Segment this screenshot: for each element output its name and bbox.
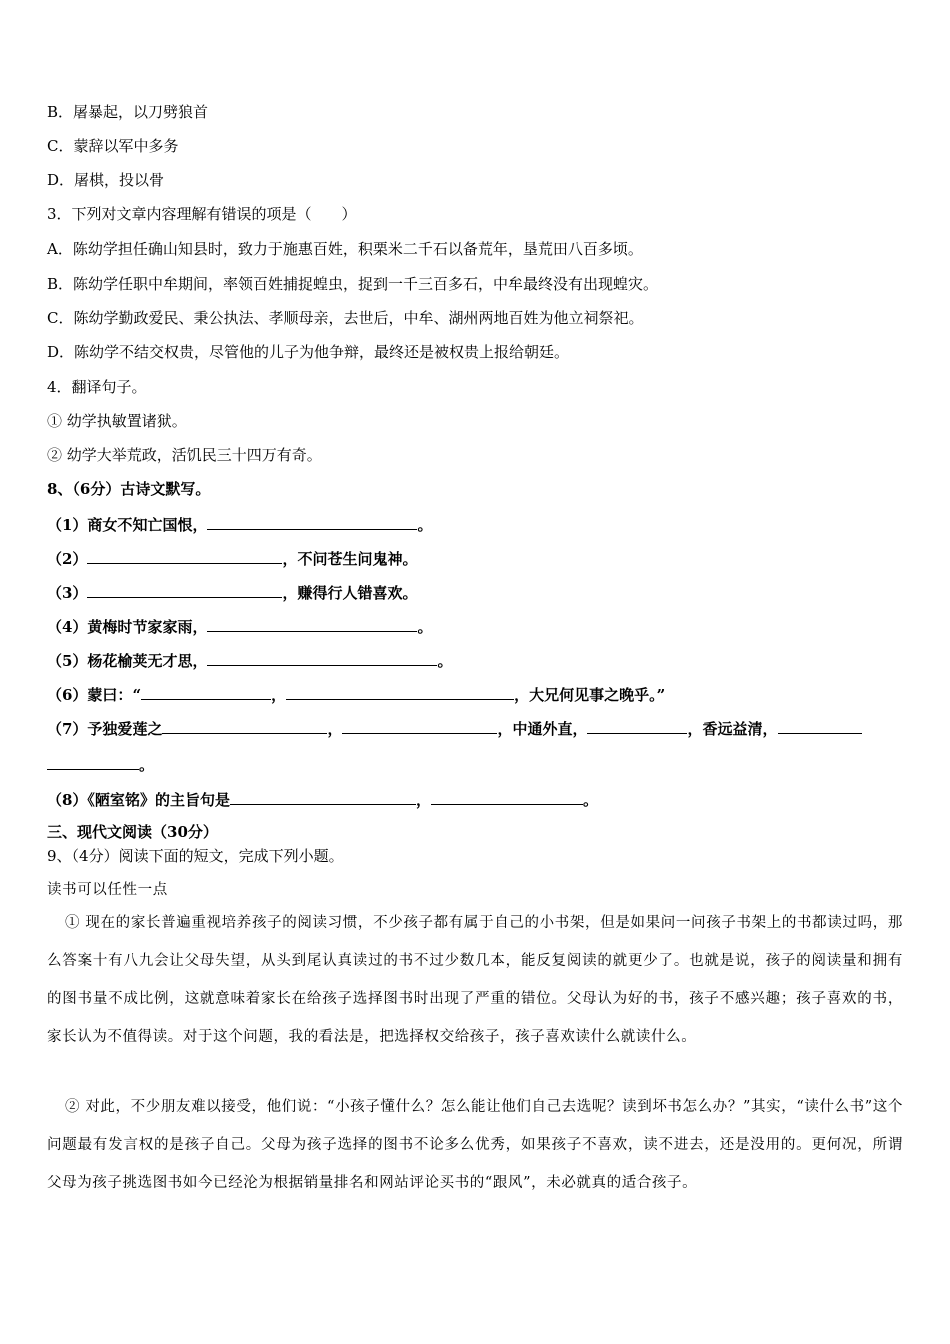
q3-option-c: C．陈幼学勤政爱民、秉公执法、孝顺母亲，去世后，中牟、湖州两地百姓为他立祠祭祀。	[47, 309, 644, 327]
q8-line-7-cont	[47, 753, 154, 775]
q8-line-1	[47, 513, 432, 535]
answer-blank[interactable]	[207, 615, 417, 632]
q8-l7-sep1: ，	[327, 720, 343, 738]
q8-l7-text: （7）予独爱莲之	[47, 720, 163, 738]
q8-l6-sep: ，	[271, 686, 287, 704]
q8-l7-end: 。	[139, 756, 155, 774]
q2-option-d: D．屠棋，投以骨	[47, 171, 165, 189]
q8-line-6	[47, 683, 665, 705]
q8-l8-end: 。	[582, 791, 598, 809]
q8-l7-mid2: ，香远益清，	[687, 720, 778, 738]
q8-line-3	[47, 581, 417, 603]
q8-l4-end: 。	[417, 618, 433, 636]
q8-line-8	[47, 788, 598, 810]
answer-blank[interactable]	[778, 717, 862, 734]
q3-option-a: A．陈幼学担任确山知县时，致力于施惠百姓，积栗米二千石以备荒年，垦荒田八百多顷。	[47, 240, 643, 258]
q8-l5-text: （5）杨花榆荚无才思，	[47, 652, 208, 670]
q8-l8-text: （8）《陋室铭》的主旨句是	[47, 791, 230, 809]
q8-l8-sep: ，	[415, 791, 431, 809]
section3-title: 三、现代文阅读（30分）	[47, 823, 218, 841]
answer-blank[interactable]	[431, 788, 583, 805]
q8-line-5	[47, 649, 452, 671]
answer-blank[interactable]	[230, 788, 416, 805]
answer-blank[interactable]	[207, 649, 437, 666]
q3-option-b: B．陈幼学任职中牟期间，率领百姓捕捉蝗虫，捉到一千三百多石，中牟最终没有出现蝗灾。	[47, 275, 659, 293]
q8-l5-end: 。	[437, 652, 453, 670]
q8-l3-num: （3）	[47, 584, 88, 602]
q8-line-7	[47, 717, 862, 739]
q8-l7-mid: ，中通外直，	[497, 720, 588, 738]
q4-item-1: ① 幼学执敏置诸狱。	[47, 412, 187, 430]
q8-l6-end: ，大兄何见事之晚乎。”	[514, 686, 666, 704]
answer-blank[interactable]	[587, 717, 687, 734]
answer-blank[interactable]	[87, 547, 282, 564]
article-title: 读书可以任性一点	[47, 882, 168, 898]
q8-title: 8、（6分）古诗文默写。	[47, 480, 211, 498]
q8-line-4	[47, 615, 432, 637]
answer-blank[interactable]	[342, 717, 497, 734]
answer-blank[interactable]	[87, 581, 282, 598]
q8-l1-text: （1）商女不知亡国恨，	[47, 516, 208, 534]
answer-blank[interactable]	[286, 683, 514, 700]
q8-l1-end: 。	[417, 516, 433, 534]
q3-option-d: D．陈幼学不结交权贵，尽管他的儿子为他争辩，最终还是被权贵上报给朝廷。	[47, 343, 570, 361]
q8-line-2	[47, 547, 417, 569]
answer-blank[interactable]	[207, 513, 417, 530]
q8-l2-num: （2）	[47, 550, 88, 568]
q2-option-c: C．蒙辞以军中多务	[47, 137, 179, 155]
q3-stem: 3．下列对文章内容理解有错误的项是（ ）	[47, 205, 357, 223]
q8-l2-text: ，不问苍生问鬼神。	[282, 550, 418, 568]
answer-blank[interactable]	[162, 717, 327, 734]
q4-item-2: ② 幼学大举荒政，活饥民三十四万有奇。	[47, 446, 322, 464]
q9-stem: 9、（4分）阅读下面的短文，完成下列小题。	[47, 847, 344, 865]
q2-option-b: B．屠暴起，以刀劈狼首	[47, 103, 209, 121]
answer-blank[interactable]	[47, 753, 139, 770]
q8-l4-text: （4）黄梅时节家家雨，	[47, 618, 208, 636]
article-paragraph-2: ② 对此，不少朋友难以接受，他们说：“小孩子懂什么？怎么能让他们自己去选呢？读到坏书怎么办？”其实，“读什么书”这个问题最有发言权的是孩子自己。父母为孩子选择的图书不论多么优秀，如果孩子不喜欢，读不进去，还是没用的。更何况，所谓父母为孩子挑选图书如今已经沦为根据销量排名和网站评论买书的“跟风”，未必就真的适合孩子。	[47, 1099, 903, 1191]
q8-l6-text: （6）蒙曰：“	[47, 686, 142, 704]
answer-blank[interactable]	[141, 683, 271, 700]
q8-l3-text: ，赚得行人错喜欢。	[282, 584, 418, 602]
q4-stem: 4．翻译句子。	[47, 378, 147, 396]
article-paragraph-1: ① 现在的家长普遍重视培养孩子的阅读习惯，不少孩子都有属于自己的小书架，但是如果问一问孩子书架上的书都读过吗，那么答案十有八九会让父母失望，从头到尾认真读过的书不过少数几本，能反复阅读的就更少了。也就是说，孩子的阅读量和拥有的图书量不成比例，这就意味着家长在给孩子选择图书时出现了严重的错位。父母认为好的书，孩子不感兴趣；孩子喜欢的书，家长认为不值得读。对于这个问题，我的看法是，把选择权交给孩子，孩子喜欢读什么就读什么。	[47, 915, 903, 1045]
